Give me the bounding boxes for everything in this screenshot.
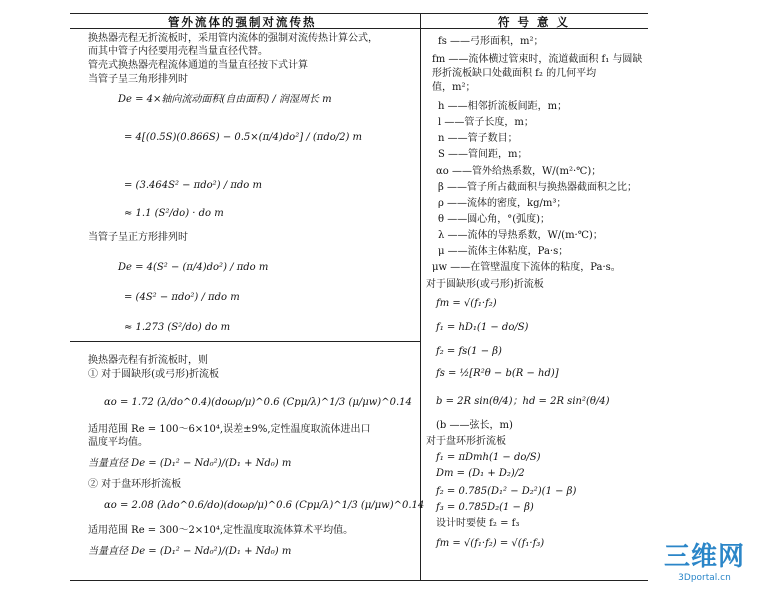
triangle-formula-3: = (3.464S² − πdo²) / πdo m	[124, 180, 262, 191]
right-disc-ring-formula: f₂ = 0.785(D₁² − D₂²)(1 − β)	[436, 486, 577, 497]
watermark-brand: 三维网	[663, 542, 745, 572]
watermark-url: 3Dportal.cn	[678, 573, 731, 583]
right-disc-ring-formula: fm = √(f₁·f₂) = √(f₁·f₃)	[436, 538, 545, 549]
right-disc-ring-formula: 设计时要使 f₂ = f₃	[436, 518, 520, 529]
segmental-baffle-heading: ① 对于圆缺形(或弓形)折流板	[88, 369, 219, 380]
symbol-item: αo ——管外给热系数，W/(m²·℃)；	[436, 166, 602, 177]
left-section-rule	[70, 341, 420, 342]
right-disc-ring-formula: f₁ = πDmh(1 − do/S)	[436, 452, 541, 463]
right-segmental-formula: f₂ = fs(1 − β)	[436, 346, 502, 357]
symbol-item: μ ——流体主体粘度，Pa·s；	[438, 246, 569, 257]
right-segmental-formula: (b ——弦长，m)	[436, 420, 513, 431]
right-disc-ring-formula: f₃ = 0.785D₂(1 − β)	[436, 502, 534, 513]
symbol-item: l ——管子长度，m；	[438, 117, 534, 128]
column-divider	[420, 13, 421, 581]
segmental-equivalent-diameter: 当量直径 De = (D₁² − Nd₀²)/(D₁ + Nd₀) m	[88, 458, 292, 469]
triangle-formula-2: = 4[(0.5S)(0.866S) − 0.5×(π/4)do²] / (πdo/2) m	[124, 132, 363, 143]
right-segmental-formula: b = 2R sin(θ/4)；hd = 2R sin²(θ/4)	[436, 396, 610, 407]
square-formula-1: De = 4(S² − (π/4)do²) / πdo m	[118, 262, 269, 273]
square-formula-3: ≈ 1.273 (S²/do) do m	[124, 322, 231, 333]
disc-ring-baffle-heading: ② 对于盘环形折流板	[88, 479, 182, 490]
baffle-intro: 换热器壳程有折流板时，则	[88, 355, 208, 366]
right-column-title: 符 号 意 义	[498, 15, 571, 29]
intro-line-1: 换热器壳程无折流板时，采用管内流体的强制对流传热计算公式，	[88, 33, 378, 44]
segmental-range-line-1: 适用范围 Re = 100～6×10⁴,误差±9%,定性温度取流体进出口	[88, 424, 371, 435]
square-formula-2: = (4S² − πdo²) / πdo m	[124, 292, 240, 303]
right-segmental-formula: f₁ = hD₁(1 − do/S)	[436, 322, 529, 333]
disc-ring-equivalent-diameter: 当量直径 De = (D₁² − Nd₀²)/(D₁ + Nd₀) m	[88, 546, 292, 557]
symbol-item: θ ——圆心角，°(弧度)；	[438, 214, 551, 225]
right-segmental-formula: fm = √(f₁·f₂)	[436, 298, 497, 309]
symbol-item: S ——管间距，m；	[438, 149, 528, 160]
square-heading: 当管子呈正方形排列时	[88, 232, 188, 243]
disc-ring-range-line: 适用范围 Re = 300～2×10⁴,定性温度取流体算术平均值。	[88, 525, 354, 536]
symbol-item: λ ——流体的导热系数，W/(m·℃)；	[438, 230, 603, 241]
intro-line-2: 而其中管子内径要用壳程当量直径代替。	[88, 46, 268, 57]
bottom-rule	[70, 580, 648, 581]
right-segmental-formula: fs = ½[R²θ − b(R − hd)]	[436, 368, 559, 379]
triangle-heading: 当管子呈三角形排列时	[88, 74, 188, 85]
symbol-item: fm ——流体横过管束时，流道截面积 f₁ 与圆缺	[432, 54, 643, 65]
triangle-formula-4: ≈ 1.1 (S²/do) · do m	[124, 208, 224, 219]
left-column-title: 管外流体的强制对流传热	[168, 15, 317, 29]
triangle-formula-1: De = 4×轴向流动面积(自由面积) / 润湿周长 m	[118, 94, 332, 105]
symbol-item: 值，m²；	[432, 82, 476, 93]
right-disc-ring-formula: Dm = (D₁ + D₂)/2	[436, 468, 525, 479]
segmental-range-line-2: 温度平均值。	[88, 437, 148, 448]
symbol-item: β ——管子所占截面积与换热器截面积之比；	[438, 182, 637, 193]
right-segmental-heading: 对于圆缺形(或弓形)折流板	[426, 279, 544, 290]
symbol-item: ρ ——流体的密度，kg/m³；	[438, 198, 567, 209]
intro-line-3: 管壳式换热器壳程流体通道的当量直径按下式计算	[88, 60, 308, 71]
segmental-alpha-formula: αo = 1.72 (λ/do^0.4)(doωρ/μ)^0.6 (Cpμ/λ)^1/3 (μ/μw)^0.14	[104, 397, 412, 408]
watermark-logo	[664, 536, 745, 583]
symbol-item: h ——相邻折流板间距，m；	[438, 101, 568, 112]
symbol-item: 形折流板缺口处截面积 f₂ 的几何平均	[432, 68, 597, 79]
symbol-item: n ——管子数目；	[438, 133, 518, 144]
disc-ring-alpha-formula: αo = 2.08 (λdo^0.6/do)(doωρ/μ)^0.6 (Cpμ/λ)^1/3 (μ/μw)^0.14	[104, 500, 425, 511]
symbol-item: fs ——弓形面积，m²；	[438, 36, 544, 47]
right-disc-ring-heading: 对于盘环形折流板	[426, 436, 506, 447]
symbol-item: μw ——在管壁温度下流体的粘度，Pa·s。	[432, 262, 621, 273]
